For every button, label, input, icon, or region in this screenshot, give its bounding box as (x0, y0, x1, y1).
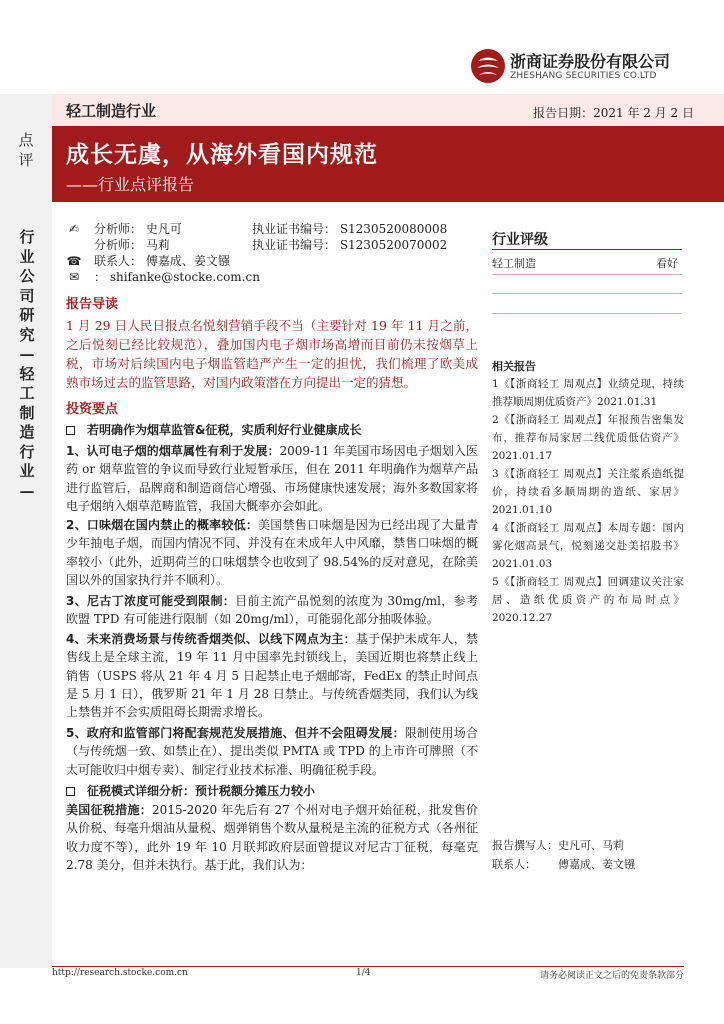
sidebar-vertical-text: 行业公司研究—轻工制造行业— (19, 228, 35, 500)
writer-value: 傅嘉成、姜文镪 (558, 858, 635, 871)
contact-email[interactable]: ： shifanke@stocke.com.cn (94, 270, 260, 284)
company-name-en: ZHESHANG SECURITIES CO.LTD (510, 71, 657, 81)
us-tax-paragraph (66, 801, 478, 874)
point-heading: 2、口味烟在国内禁止的概率较低： (66, 518, 259, 532)
bullet-heading: 征税模式详细分析：预计税额分摊压力较小 (66, 782, 315, 799)
zheshang-logo-icon (470, 48, 506, 84)
invest-heading: 投资要点 (66, 402, 119, 417)
analyst-name: 分析师： 马莉 (94, 238, 170, 252)
analyst-row (66, 221, 476, 237)
writer-label: 报告撰写人： (492, 839, 558, 852)
point-text: 目前主流产品悦刻的浓度为 30mg/ml，参考欧盟 TPD 有可能进行限制（如 20mg/ml），可能弱化部分抽吸体验。 (66, 594, 479, 627)
writer-row (492, 855, 684, 874)
point-text: 2015-2020 年先后有 27 个州对电子烟开始征税，批发售价从价税、每毫升烟油从量税、烟弹销售个数从量税是主流的征税方式（各州征收力度不等），此外 19 年 10 月联邦政府层面曾提议对尼古丁征税，每毫克 2.78 美分，但并未执行。基于此，我们认为： (66, 803, 478, 872)
point-text: 限制使用场合（与传统烟一致、如禁止在）、提出类似 PMTA 或 TPD 的上市许可牌照（不太可能收归中烟专卖）、制定行业技术标准、明确征税手段。 (66, 726, 478, 777)
writer-value: 史凡可、马莉 (558, 839, 624, 852)
point-text: 基于保护未成年人，禁售线上是全球主流，19 年 11 月中国率先封锁线上，美国近期也将禁止线上销售（USPS 将从 21 年 4 月 5 日起禁止电子烟邮寄，FedEx 的禁止时间点是 5 月 1 日），俄罗斯 21 年 1 月 28 日禁止。与传统香烟类同，我们认为线上禁售并不会实质阻碍长期需求增长。 (66, 632, 478, 720)
point-heading: 5、政府和监管部门将配套规范发展措施、但并不会阻碍发展： (66, 726, 405, 740)
related-item[interactable]: 5《【浙商轻工 周观点】回调建议关注家居、造纸优质资产的布局时点》2020.12.27 (492, 576, 684, 624)
rating-industry: 轻工制造 (492, 257, 536, 270)
intro-paragraph: 1 月 29 日人民日报点名悦刻营销手段不当（主要针对 19 年 11 月之前，之后悦刻已经比较规范），叠加国内电子烟市场高增而目前仍未按烟草上税，市场对后续国内电子烟监管趋严产生一定的担忧，我们梳理了欧美成熟市场过去的监管思路，对国内政策潜在方向提出一定的猜想。 (66, 318, 478, 390)
analyst-name: 分析师： 史凡可 (94, 222, 182, 236)
rating-divider (492, 293, 682, 294)
sidebar-badge: 点评 (18, 131, 34, 169)
page-title: 成长无虞，从海外看国内规范 (66, 141, 378, 168)
related-item[interactable]: 3《【浙商轻工 周观点】关注浆系造纸提价，持续看多顺周期的造纸、家居》2021.01.10 (492, 468, 684, 516)
analyst-cert: 执业证书编号： S1230520080008 (252, 222, 448, 236)
footer-disclaimer: 请务必阅读正文之后的免责条款部分 (539, 971, 684, 981)
left-sidebar-strip (0, 94, 52, 968)
industry-title: 轻工制造行业 (66, 102, 157, 120)
point-text: 2009-11 年美国市场因电子烟划入医药 or 烟草监管的争议而导致行业短暂承压，但在 2011 年明确作为烟草产品进行监管后，品牌商和制造商信心增强、市场健康快速发展；海外多数国家将电子烟纳入烟草范畴监管，我国大概率亦会如此。 (66, 444, 478, 513)
writers-block (492, 836, 684, 874)
rating-divider (492, 249, 682, 250)
footer-url[interactable]: http://research.stocke.com.cn (52, 968, 188, 978)
page-subtitle: ——行业点评报告 (66, 175, 195, 194)
analyst-block (66, 221, 476, 285)
checkbox-square-icon (66, 787, 75, 796)
rating-row (492, 255, 682, 271)
checkbox-square-icon (66, 426, 75, 435)
writer-label: 联系人： (492, 858, 536, 871)
rating-divider (492, 313, 682, 314)
point-heading: 4、未来消费场景与传统香烟类似、以线下网点为主： (66, 632, 356, 646)
bullet-heading: 若明确作为烟草监管&征税，实质利好行业健康成长 (66, 421, 361, 438)
rating-value: 看好 (656, 257, 678, 270)
analyst-row (66, 237, 476, 253)
email-row (66, 269, 476, 285)
company-name-cn: 浙商证券股份有限公司 (510, 52, 671, 71)
point-paragraph (66, 442, 478, 515)
contact-names: 联系人： 傅嘉成、姜文镪 (94, 254, 230, 268)
page-number: 1/4 (356, 968, 371, 978)
point-text: 美国禁售口味烟是因为已经出现了大量青少年抽电子烟，而国内情况不同、并没有在未成年人中风靡，禁售口味烟的概率较小（此外，近期荷兰的口味烟禁令也收到了 98.54%的反对意见，在除美国以外的国家执行并不顺利）。 (66, 518, 478, 587)
rating-title: 行业评级 (492, 232, 548, 248)
rating-divider (492, 274, 682, 275)
related-title: 相关报告 (492, 360, 536, 373)
point-paragraph (66, 630, 478, 721)
writer-row (492, 836, 684, 855)
point-paragraph (66, 516, 478, 589)
company-logo (470, 48, 690, 84)
analyst-icon: ✍ (68, 222, 80, 236)
point-paragraph (66, 724, 478, 779)
related-item[interactable]: 4《【浙商轻工 周观点】本周专题：国内雾化烟高景气，悦刻递交赴美招股书》2021.01.03 (492, 522, 684, 570)
point-paragraph (66, 592, 478, 629)
intro-heading: 报告导读 (66, 297, 119, 312)
related-item[interactable]: 2《【浙商轻工 周观点】年报预告密集发布，推荐布局家居二线优质低估资产》2021.01.17 (492, 414, 684, 462)
point-heading: 1、认可电子烟的烟草属性有利于发展： (66, 444, 280, 458)
point-heading: 3、尼古丁浓度可能受到限制： (66, 594, 236, 608)
phone-icon: ☎ (66, 254, 82, 268)
related-item[interactable]: 1《【浙商轻工 周观点】业绩兑现，持续推荐顺周期优质资产》2021.01.31 (492, 378, 684, 408)
mail-icon: ✉ (68, 270, 80, 284)
related-list (492, 375, 684, 627)
analyst-cert: 执业证书编号： S1230520070002 (252, 238, 448, 252)
contact-row (66, 253, 476, 269)
point-heading: 美国征税措施： (66, 803, 153, 817)
report-date: 报告日期：2021 年 2 月 2 日 (533, 106, 694, 120)
footer-divider (52, 966, 684, 967)
